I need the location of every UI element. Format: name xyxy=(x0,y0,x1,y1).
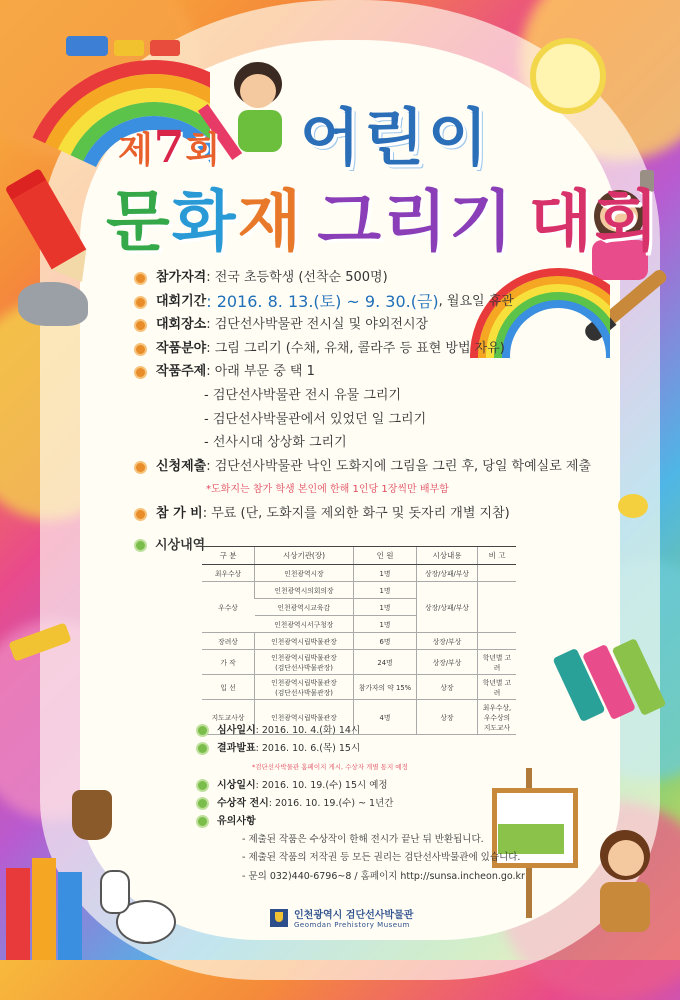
museum-logo xyxy=(270,906,413,929)
title-line2 xyxy=(106,168,660,263)
bullet-icon xyxy=(134,319,147,332)
bird-icon xyxy=(618,494,648,518)
table-cell: 우수상 xyxy=(202,582,255,633)
toy-train-icon xyxy=(66,30,186,60)
table-cell: 1명 xyxy=(354,599,417,616)
schedule-results: 결과발표: 2016. 10. 6.(목) 15시 xyxy=(196,740,525,758)
info-list xyxy=(134,266,592,526)
table-row xyxy=(202,565,516,582)
bullet-icon xyxy=(134,343,147,356)
schedule-exhibit: 수상작 전시: 2016. 10. 19.(수) ~ 1년간 xyxy=(196,795,525,813)
table-cell xyxy=(478,582,517,633)
title-char: 기 xyxy=(448,183,515,260)
title-char: 재 xyxy=(237,183,304,260)
table-cell: 4명 xyxy=(354,700,417,735)
schedule-judging: 심사일시: 2016. 10. 4.(화) 14시 xyxy=(196,722,525,740)
table-cell: 6명 xyxy=(354,633,417,650)
note-item: - 문의 032)440-6796~8 / 홈페이지 http://sunsa.incheon.go.kr xyxy=(242,870,525,882)
cave-boy-icon xyxy=(214,62,304,172)
table-row xyxy=(202,633,516,650)
column-header: 구 분 xyxy=(202,547,255,565)
table-cell xyxy=(478,565,517,582)
table-cell: 상장/상패/부상 xyxy=(417,565,478,582)
table-cell: 참가자의 약 15% xyxy=(354,675,417,700)
table-cell: 1명 xyxy=(354,582,417,599)
bullet-icon xyxy=(196,797,209,810)
table-cell: 입 선 xyxy=(202,675,255,700)
table-cell: 인천광역시립박물관장 (검단선사박물관장) xyxy=(255,675,354,700)
table-cell: 최우수상 xyxy=(202,565,255,582)
info-venue: 대회장소 : 검단선사박물관 전시실 및 야외전시장 xyxy=(134,313,554,337)
table-cell: 인천광역시립박물관장 (검단선사박물관장) xyxy=(255,650,354,675)
info-topic: 작품주제 : 아래 부문 중 택 1 xyxy=(134,360,554,384)
table-cell: 지도교사상 xyxy=(202,700,255,735)
results-note: *검단선사박물관 홈페이지 게시, 수상자 개별 통지 예정 xyxy=(252,763,408,772)
topic-item: - 선사시대 상상화 그리기 xyxy=(204,435,347,451)
column-header: 비 고 xyxy=(478,547,517,565)
table-cell: 1명 xyxy=(354,616,417,633)
edition-label: 제7회 xyxy=(118,122,222,173)
title-char: 회 xyxy=(594,183,661,260)
basket-icon xyxy=(72,790,112,840)
bullet-icon xyxy=(196,779,209,792)
rock-icon xyxy=(18,282,88,326)
table-cell: 상장/상패/부상 xyxy=(417,582,478,633)
table-cell: 상장 xyxy=(417,675,478,700)
info-eligibility: 참가자격 : 전국 초등학생 (선착순 500명) xyxy=(134,266,554,290)
bullet-icon xyxy=(134,366,147,379)
table-cell: 24명 xyxy=(354,650,417,675)
title-char: 대 xyxy=(528,183,595,260)
note-item: - 제출된 작품은 수상작이 한해 전시가 끝난 뒤 반환됩니다. xyxy=(242,834,484,846)
table-row xyxy=(202,675,516,700)
topic-item: - 검단선사박물관에서 있었던 일 그리기 xyxy=(204,411,427,427)
table-cell: 인천광역시서구청장 xyxy=(255,616,354,633)
table-cell: 상장/부상 xyxy=(417,650,478,675)
awards-table xyxy=(202,546,516,735)
table-cell xyxy=(478,633,517,650)
table-cell: 상장 xyxy=(417,700,478,735)
table-cell: 인천광역시교육감 xyxy=(255,599,354,616)
schedule-notes-label: 유의사항 xyxy=(196,813,525,831)
bullet-icon xyxy=(134,539,147,552)
column-header: 시상기관(장) xyxy=(255,547,354,565)
bullet-icon xyxy=(134,461,147,474)
title-char: 그 xyxy=(317,183,384,260)
title-char xyxy=(303,183,317,260)
bullet-icon xyxy=(196,742,209,755)
table-cell: 장려상 xyxy=(202,633,255,650)
museum-name-en: Geomdan Prehistory Museum xyxy=(294,921,410,929)
title-char xyxy=(515,183,529,260)
note-item: - 제출된 작품의 저작권 등 모든 권리는 검단선사박물관에 있습니다. xyxy=(242,852,521,864)
column-header: 인 원 xyxy=(354,547,417,565)
title-line1: 어린이 xyxy=(300,101,492,174)
table-cell: 최우수상, 우수상의 지도교사 xyxy=(478,700,517,735)
table-cell: 인천광역시립박물관장 xyxy=(255,700,354,735)
column-header: 시상내용 xyxy=(417,547,478,565)
table-cell: 가 작 xyxy=(202,650,255,675)
table-cell: 상장/부상 xyxy=(417,633,478,650)
bullet-icon xyxy=(134,296,147,309)
bullet-icon xyxy=(196,815,209,828)
schedule-list xyxy=(196,722,525,886)
table-cell: 학년별 고려 xyxy=(478,650,517,675)
info-category: 작품분야 : 그림 그리기 (수채, 유채, 콜라주 등 표현 방법 자유) xyxy=(134,337,554,361)
table-cell: 학년별 고려 xyxy=(478,675,517,700)
title-char: 문 xyxy=(106,183,172,260)
info-fee: 참 가 비 : 무료 (단, 도화지를 제외한 화구 및 돗자리 개별 지참) xyxy=(134,502,554,526)
paint-tubes-icon xyxy=(566,640,666,730)
dinosaur-icon xyxy=(96,870,176,950)
submission-note: *도화지는 참가 학생 본인에 한해 1인당 1장씩만 배부함 xyxy=(206,484,449,496)
awards-heading: 시상내역 xyxy=(134,534,205,553)
museum-name-ko: 인천광역시 검단선사박물관 xyxy=(294,910,414,921)
table-cell: 인천광역시의회의장 xyxy=(255,582,354,599)
table-row xyxy=(202,650,516,675)
bullet-icon xyxy=(196,724,209,737)
museum-logo-icon xyxy=(270,909,288,927)
table-row xyxy=(202,582,516,599)
title-char: 화 xyxy=(171,183,238,260)
cave-girl-icon xyxy=(590,830,660,950)
table-cell: 1명 xyxy=(354,565,417,582)
bullet-icon xyxy=(134,508,147,521)
info-period: 대회기간 : 2016. 8. 13.(토) ~ 9. 30.(금) , 월요일 휴관 xyxy=(134,290,554,314)
table-header-row xyxy=(202,547,516,565)
title-char: 리 xyxy=(383,183,449,260)
schedule-ceremony: 시상일시: 2016. 10. 19.(수) 15시 예정 xyxy=(196,777,525,795)
bullet-icon xyxy=(134,272,147,285)
crayons-icon xyxy=(0,858,110,960)
table-cell: 인천광역시립박물관장 xyxy=(255,633,354,650)
topic-item: - 검단선사박물관 전시 유물 그리기 xyxy=(204,387,402,403)
info-submission: 신청제출 : 검단선사박물관 낙인 도화지에 그림을 그린 후, 당일 학예실로 제출 xyxy=(134,455,554,479)
swirl-sun-icon xyxy=(530,38,606,114)
table-cell: 인천광역시장 xyxy=(255,565,354,582)
